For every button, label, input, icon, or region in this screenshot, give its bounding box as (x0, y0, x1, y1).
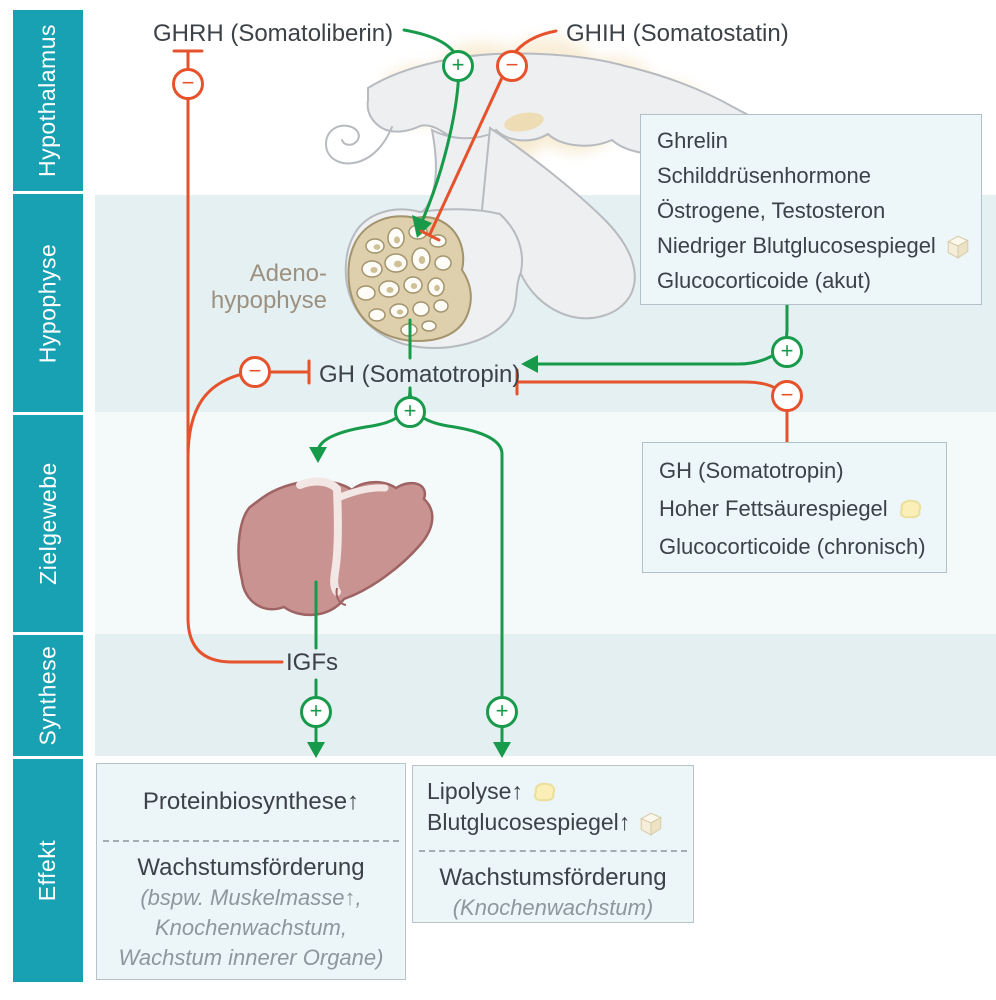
sidebar-section-zielgewebe (13, 415, 83, 632)
list-item: Schilddrüsenhormone (657, 162, 872, 188)
adenohypophysis-label: Adeno- hypophyse (210, 260, 327, 314)
effect-title: Wachstumsförderung (439, 864, 667, 891)
list-item: Niedriger Blutglucosespiegel (641, 228, 981, 263)
effect-detail: (bspw. Muskelmasse↑, (140, 885, 362, 910)
stimulus-box (640, 114, 982, 305)
plus-circle: + (486, 696, 518, 728)
sidebar-section-hypothalamus (13, 10, 83, 191)
inhibitor-box (642, 442, 947, 573)
mammillary-hook (326, 126, 392, 164)
ghih-label: GHIH (Somatostatin) (566, 20, 789, 47)
list-item: GH (Somatotropin) (659, 458, 844, 483)
sidebar-section-hypophyse (13, 194, 83, 412)
effect-line: Blutglucosespiegel↑ (427, 807, 693, 838)
gh-label: GH (Somatotropin) (319, 361, 521, 388)
effect-line: Proteinbiosynthese↑ (142, 788, 360, 815)
minus-circle: − (239, 356, 271, 388)
list-item: Östrogene, Testosteron (657, 197, 886, 223)
minus-circle: − (771, 380, 803, 412)
minus-circle: − (496, 50, 528, 82)
sidebar-label: Hypophyse (34, 243, 61, 363)
minus-circle: − (172, 68, 204, 100)
pituitary-illustration (346, 209, 522, 348)
sidebar-label: Hypothalamus (34, 23, 61, 178)
ghrh-label: GHRH (Somatoliberin) (153, 20, 394, 47)
sidebar-label: Synthese (34, 645, 61, 746)
effect-line: Lipolyse↑ (427, 776, 693, 807)
plus-circle: + (771, 336, 803, 368)
effect-box-metabolic (412, 765, 694, 923)
fatty-acid-icon (531, 781, 557, 803)
inhibitorbox-to-gh-line (518, 382, 787, 442)
sidebar-label: Effekt (34, 839, 61, 902)
effect-detail: Wachstum innerer Organe) (118, 945, 384, 970)
list-item: Hoher Fettsäurespiegel (643, 490, 946, 528)
effect-detail: Knochenwachstum, (155, 915, 347, 940)
igfs-label: IGFs (286, 649, 338, 676)
liver-illustration (239, 481, 433, 615)
sugar-cube-icon (638, 810, 664, 836)
effect-title: Wachstumsförderung (137, 854, 365, 881)
gh-to-effect-arrow (410, 388, 502, 748)
sidebar-label: Zielgewebe (34, 462, 61, 585)
plus-circle: + (300, 696, 332, 728)
plus-circle: + (442, 50, 474, 82)
list-item: Glucocorticoide (chronisch) (659, 534, 926, 559)
sugar-cube-icon (945, 233, 971, 259)
plus-circle: + (394, 396, 426, 428)
fatty-acid-icon (897, 498, 923, 520)
effect-box-protein (96, 763, 406, 980)
sidebar-section-synthese (13, 635, 83, 756)
list-item: Glucocorticoide (akut) (657, 267, 871, 293)
sidebar-section-effekt (13, 759, 83, 982)
effect-detail: (Knochenwachstum) (452, 895, 654, 920)
list-item: Ghrelin (657, 127, 728, 153)
